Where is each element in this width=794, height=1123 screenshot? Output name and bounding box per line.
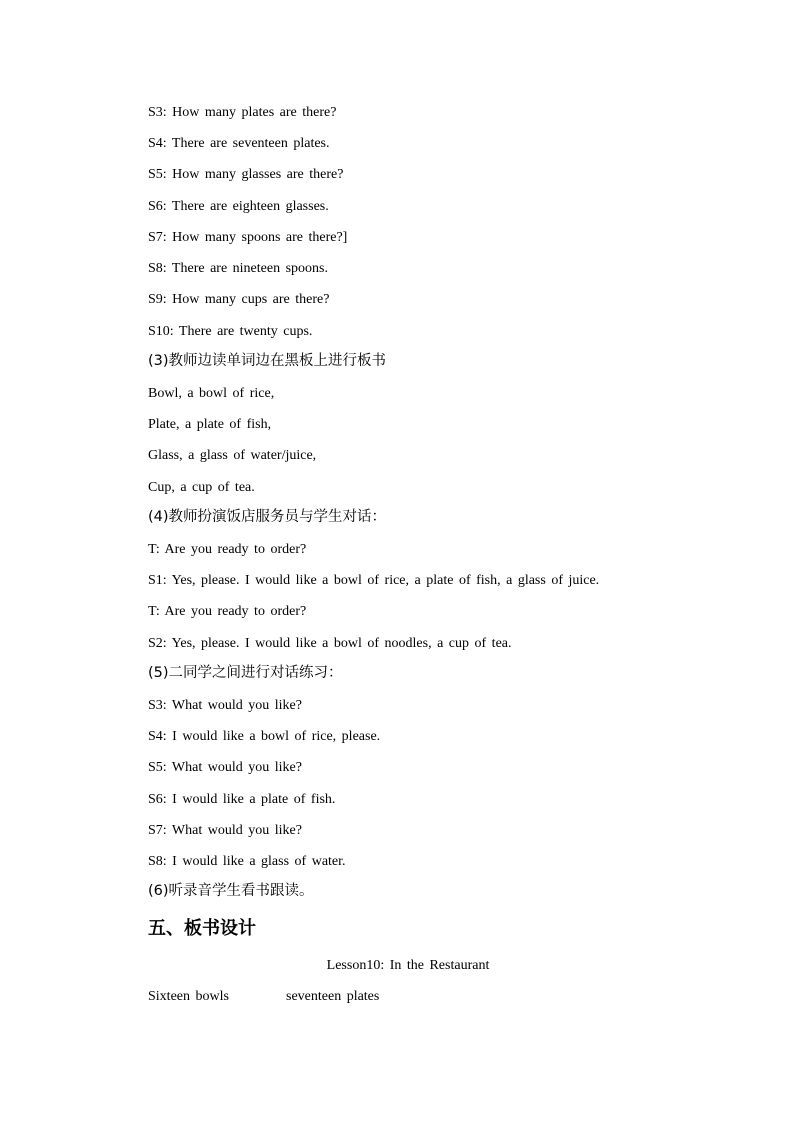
vocab-line-cup: Cup, a cup of tea. <box>148 480 255 495</box>
vocab-line-plate: Plate, a plate of fish, <box>148 417 272 432</box>
dialogue-line-s7-like: S7: What would you like? <box>148 823 302 838</box>
dialogue-line-s10-cups: S10: There are twenty cups. <box>148 324 313 339</box>
board-row-right: seventeen plates <box>286 989 380 1004</box>
vocab-line-bowl: Bowl, a bowl of rice, <box>148 386 275 401</box>
dialogue-line-s8-spoons: S8: There are nineteen spoons. <box>148 261 328 276</box>
step-5-instruction: (5)二同学之间进行对话练习： <box>148 665 343 681</box>
board-row-left: Sixteen bowls <box>148 989 229 1004</box>
dialogue-line-s6-glasses: S6: There are eighteen glasses. <box>148 199 329 214</box>
step-4-instruction: (4)教师扮演饭店服务员与学生对话： <box>148 509 387 525</box>
step-3-instruction: (3)教师边读单词边在黑板上进行板书 <box>148 353 387 369</box>
dialogue-line-t-order-2: T: Are you ready to order? <box>148 604 307 619</box>
dialogue-line-s9-cups: S9: How many cups are there? <box>148 292 330 307</box>
board-row <box>148 988 380 1006</box>
dialogue-line-s3-like: S3: What would you like? <box>148 698 302 713</box>
dialogue-line-s4-plates: S4: There are seventeen plates. <box>148 136 330 151</box>
dialogue-line-s8-water: S8: I would like a glass of water. <box>148 854 346 869</box>
dialogue-line-s6-fish: S6: I would like a plate of fish. <box>148 792 336 807</box>
vocab-line-glass: Glass, a glass of water/juice, <box>148 448 317 463</box>
dialogue-line-s7-spoons: S7: How many spoons are there?] <box>148 230 348 245</box>
dialogue-line-s4-rice: S4: I would like a bowl of rice, please. <box>148 729 381 744</box>
dialogue-line-s1-order: S1: Yes, please. I would like a bowl of rice, a plate of fish, a glass of juice. <box>148 573 600 588</box>
dialogue-line-t-order-1: T: Are you ready to order? <box>148 542 307 557</box>
dialogue-line-s5-glasses: S5: How many glasses are there? <box>148 167 344 182</box>
board-title: Lesson10: In the Restaurant <box>326 958 490 973</box>
dialogue-line-s2-order: S2: Yes, please. I would like a bowl of noodles, a cup of tea. <box>148 636 512 651</box>
dialogue-line-s3-plates: S3: How many plates are there? <box>148 105 337 120</box>
step-6-instruction: (6)听录音学生看书跟读。 <box>148 883 314 899</box>
dialogue-line-s5-like: S5: What would you like? <box>148 760 302 775</box>
section-heading: 五、板书设计 <box>148 918 256 939</box>
